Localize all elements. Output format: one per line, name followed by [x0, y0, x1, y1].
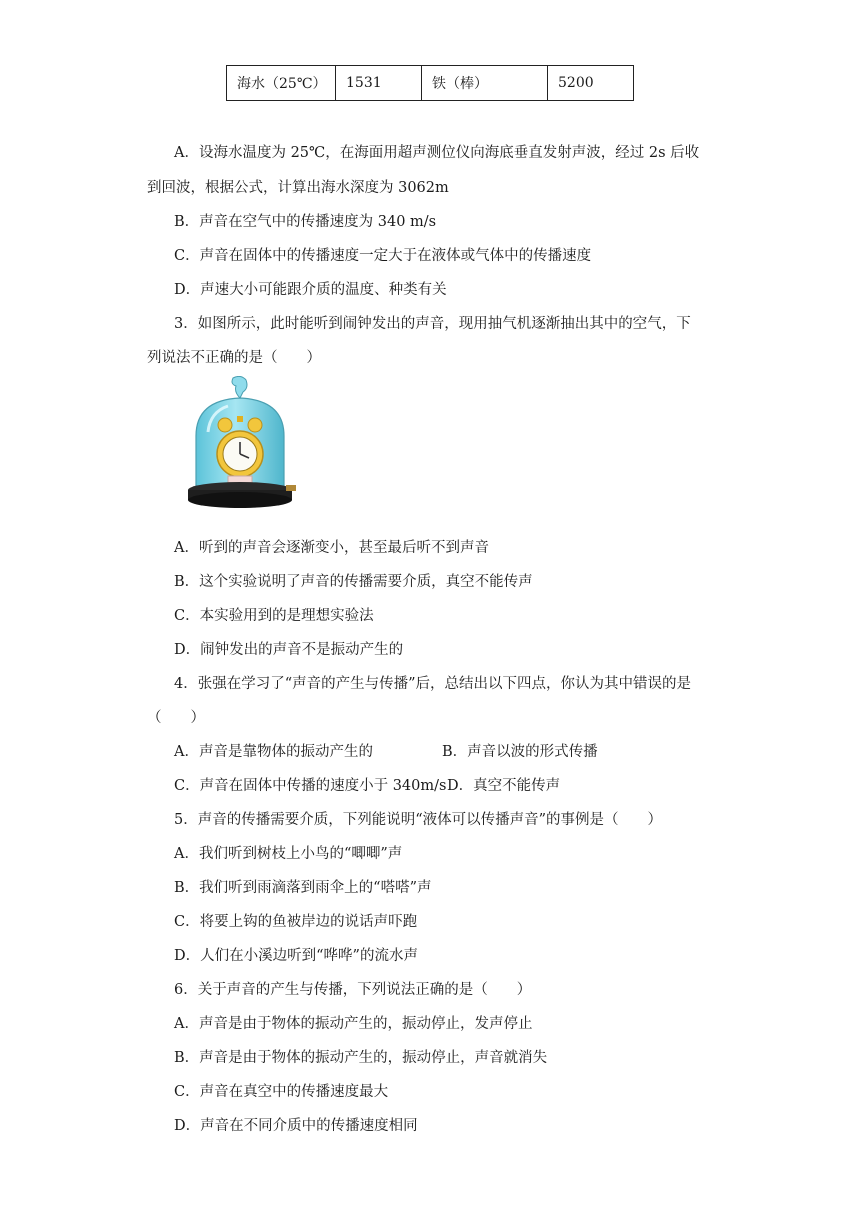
q4-stem-line1: 4．张强在学习了“声音的产生与传播”后，总结出以下四点，你认为其中错误的是 [174, 676, 692, 692]
q2-option-d: D．声速大小可能跟介质的温度、种类有关 [174, 282, 447, 298]
q4-option-d: D．真空不能传声 [447, 778, 561, 794]
q3-option-c: C．本实验用到的是理想实验法 [174, 608, 374, 624]
q3-option-a: A．听到的声音会逐渐变小，甚至最后听不到声音 [174, 540, 489, 556]
q6-option-d: D．声音在不同介质中的传播速度相同 [174, 1118, 418, 1134]
q5-option-c: C．将要上钩的鱼被岸边的说话声吓跑 [174, 914, 418, 930]
q5-option-b: B．我们听到雨滴落到雨伞上的“嗒嗒”声 [174, 880, 432, 896]
q6-option-c: C．声音在真空中的传播速度最大 [174, 1084, 389, 1100]
q6-option-b: B．声音是由于物体的振动产生的，振动停止，声音就消失 [174, 1050, 548, 1066]
q5-stem: 5．声音的传播需要介质，下列能说明“液体可以传播声音”的事例是（ ） [174, 812, 663, 828]
q6-stem: 6．关于声音的产生与传播，下列说法正确的是（ ） [174, 982, 532, 998]
q5-option-a: A．我们听到树枝上小鸟的“唧唧”声 [174, 846, 403, 862]
q3-option-d: D．闹钟发出的声音不是振动产生的 [174, 642, 404, 658]
q2-option-b: B．声音在空气中的传播速度为 340 m/s [174, 214, 437, 230]
q3-option-b: B．这个实验说明了声音的传播需要介质，真空不能传声 [174, 574, 533, 590]
bell-jar-alarm-clock-icon [186, 376, 296, 510]
table-row [227, 66, 634, 101]
q3-stem-line2: 列说法不正确的是（ ） [147, 350, 321, 366]
q4-option-a: A．声音是靠物体的振动产生的 [174, 744, 373, 760]
table-cell: 铁（棒） [422, 66, 548, 101]
q6-option-a: A．声音是由于物体的振动产生的，振动停止，发声停止 [174, 1016, 533, 1032]
q2-option-a-line2: 到回波，根据公式，计算出海水深度为 3062m [147, 180, 449, 196]
q4-option-b: B．声音以波的形式传播 [442, 744, 598, 760]
q3-stem-line1: 3．如图所示，此时能听到闹钟发出的声音，现用抽气机逐渐抽出其中的空气，下 [174, 316, 691, 332]
q5-option-d: D．人们在小溪边听到“哗哗”的流水声 [174, 948, 418, 964]
q4-option-c: C．声音在固体中传播的速度小于 340m/s [174, 778, 447, 794]
table-cell: 5200 [548, 66, 634, 101]
q2-option-a-line1: A．设海水温度为 25℃，在海面用超声测位仪向海底垂直发射声波，经过 2s 后收 [174, 145, 700, 161]
q2-option-c: C．声音在固体中的传播速度一定大于在液体或气体中的传播速度 [174, 248, 592, 264]
table-cell: 海水（25℃） [227, 66, 336, 101]
table-cell: 1531 [336, 66, 422, 101]
q4-stem-line2: （ ） [147, 710, 205, 726]
speed-table [226, 65, 634, 101]
